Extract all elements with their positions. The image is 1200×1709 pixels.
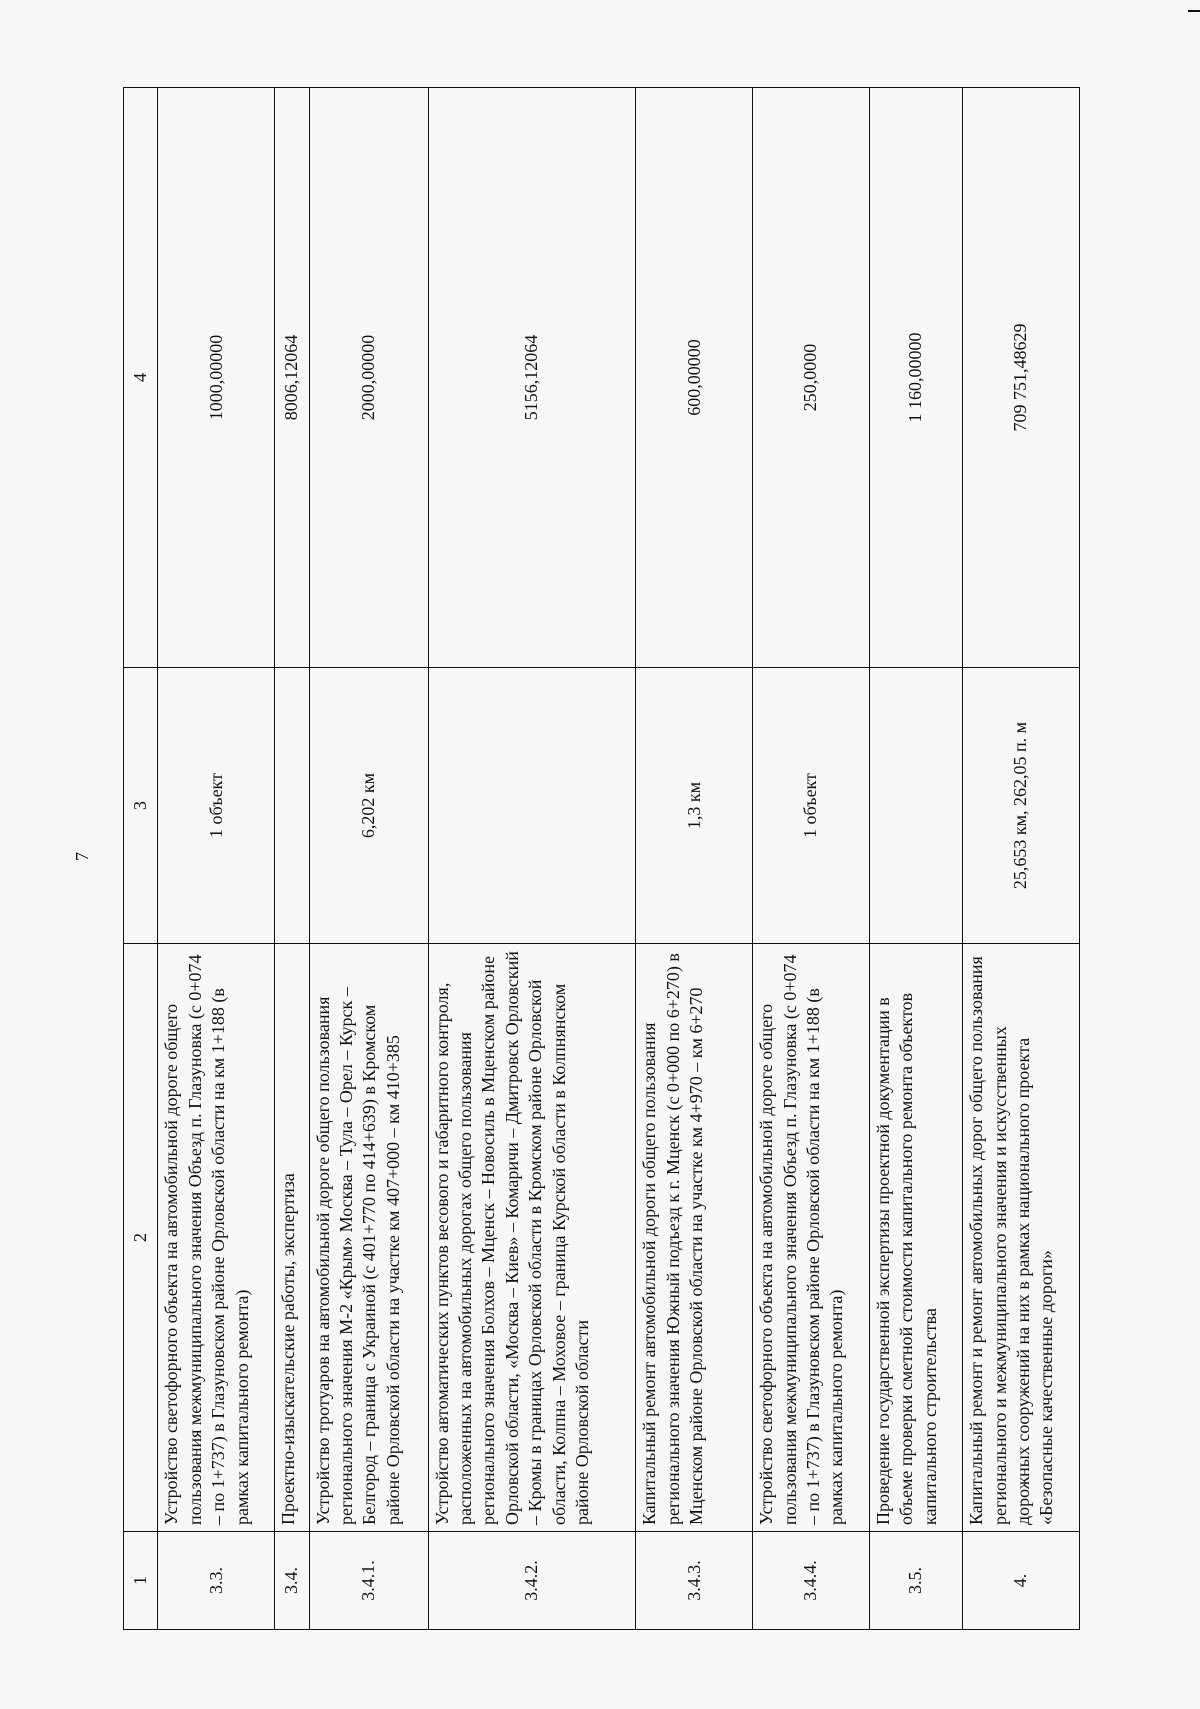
row-description: Проведение государственной экспертизы проектной документации в объеме проверки сметной стоимости капитального ремонта объектов капитального строительства	[869, 944, 962, 1532]
header-row	[124, 88, 158, 1630]
rotated-table-wrapper	[123, 88, 1080, 1630]
row-amount: 8006,12064	[275, 88, 309, 668]
row-amount: 1 160,00000	[869, 88, 962, 668]
table-row	[869, 88, 962, 1630]
row-quantity: 6,202 км	[309, 668, 428, 944]
header-cell: 2	[124, 944, 158, 1532]
row-amount: 1000,00000	[158, 88, 275, 668]
row-number: 3.4.4.	[753, 1532, 870, 1630]
row-description: Устройство тротуаров на автомобильной дороге общего пользования регионального значения М-2 «Крым» Москва – Тула – Орел – Курск – Белгород – граница с Украиной (с 401+770 по 414+639) в Кромском районе Орловской области на участке км 407+000 – км 410+385	[309, 944, 428, 1532]
row-number: 3.4.2.	[428, 1532, 636, 1630]
row-description: Проектно-изыскательские работы, экспертиза	[275, 944, 309, 1532]
row-amount: 709 751,48629	[963, 88, 1080, 668]
row-quantity: 1 объект	[753, 668, 870, 944]
row-quantity	[275, 668, 309, 944]
page-number: 7	[72, 852, 92, 861]
row-quantity	[869, 668, 962, 944]
table-row	[158, 88, 275, 1630]
table-row	[428, 88, 636, 1630]
row-amount: 600,00000	[636, 88, 753, 668]
row-quantity: 1 объект	[158, 668, 275, 944]
row-amount: 5156,12064	[428, 88, 636, 668]
data-table	[123, 87, 1080, 1630]
row-amount: 250,0000	[753, 88, 870, 668]
row-number: 3.4.	[275, 1532, 309, 1630]
table-row	[309, 88, 428, 1630]
row-number: 3.5.	[869, 1532, 962, 1630]
row-description: Капитальный ремонт автомобильной дороги общего пользования регионального значения Южный подъезд к г. Мценск (с 0+000 по 6+270) в Мценском районе Орловской области на участке км 4+970 – км 6+270	[636, 944, 753, 1532]
table-row	[636, 88, 753, 1630]
row-quantity: 1,3 км	[636, 668, 753, 944]
table-row	[753, 88, 870, 1630]
header-cell: 1	[124, 1532, 158, 1630]
row-number: 3.4.3.	[636, 1532, 753, 1630]
row-description: Устройство светофорного объекта на автомобильной дороге общего пользования межмуниципального значения Объезд п. Глазуновка (с 0+074 – по 1+737) в Глазуновском районе Орловской области на км 1+188 (в рамках капитального ремонта)	[753, 944, 870, 1532]
header-cell: 4	[124, 88, 158, 668]
row-description: Устройство автоматических пунктов весового и габаритного контроля, расположенных на автомобильных дорогах общего пользования регионального значения Болхов – Мценск – Новосиль в Мценском районе Орловской области, «Москва – Киев» – Комаричи – Дмитровск Орловский – Кромы в границах Орловской области в Кромском районе Орловской области, Колпна – Моховое – граница Курской области в Колпнянском районе Орловской области	[428, 944, 636, 1532]
header-cell: 3	[124, 668, 158, 944]
row-amount: 2000,00000	[309, 88, 428, 668]
row-quantity	[428, 668, 636, 944]
table-row	[275, 88, 309, 1630]
row-number: 4.	[963, 1532, 1080, 1630]
edge-mark	[1188, 10, 1200, 12]
table-row	[963, 88, 1080, 1630]
row-quantity: 25,653 км, 262,05 п. м	[963, 668, 1080, 944]
row-description: Устройство светофорного объекта на автомобильной дороге общего пользования межмуниципального значения Объезд п. Глазуновка (с 0+074 – по 1+737) в Глазуновском районе Орловской области на км 1+188 (в рамках капитального ремонта)	[158, 944, 275, 1532]
row-description: Капитальный ремонт и ремонт автомобильных дорог общего пользования регионального и межмуниципального значения и искусственных дорожных сооружений на них в рамках национального проекта «Безопасные качественные дороги»	[963, 944, 1080, 1532]
row-number: 3.3.	[158, 1532, 275, 1630]
row-number: 3.4.1.	[309, 1532, 428, 1630]
